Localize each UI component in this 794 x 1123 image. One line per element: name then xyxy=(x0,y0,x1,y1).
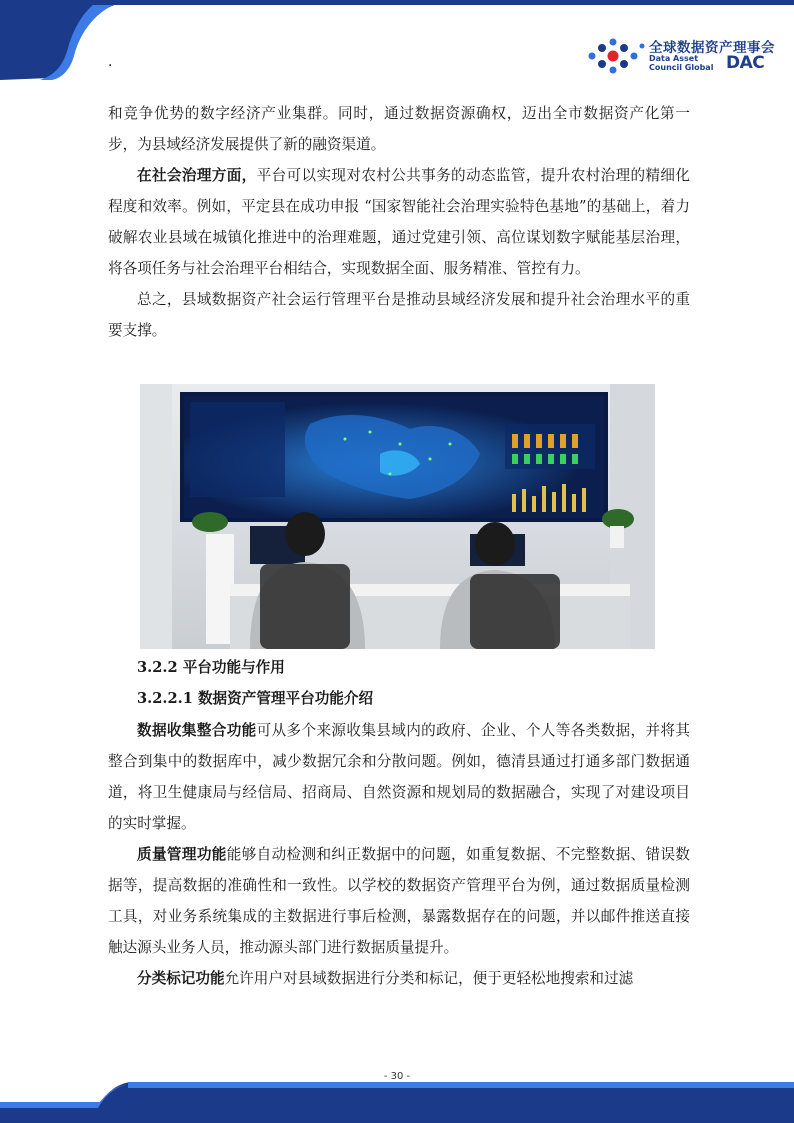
paragraph-6-lead: 分类标记功能 xyxy=(137,970,225,987)
logo-english-line2: Council Global xyxy=(649,63,714,72)
upper-text-block xyxy=(108,98,690,346)
paragraph-2-text: 平台可以实现对农村公共事务的动态监管，提升农村治理的精细化程度和效率。例如，平定县在成功申报 “国家智能社会治理实验特色基地”的基础上，着力破解农业县域在城镇化推进中的治理难题，通过党建引领、高位谋划数字赋能基层治理，将各项任务与社会治理平台相结合，实现数据全面、服务精准、管控有力。 xyxy=(108,167,690,277)
control-room-photo xyxy=(140,384,655,649)
dac-logo-icon xyxy=(586,36,646,76)
section-heading-3-2-2: 3.2.2 平台功能与作用 xyxy=(137,659,285,676)
page-number: - 30 - xyxy=(383,1071,411,1082)
paragraph-3: 总之，县域数据资产社会运行管理平台是推动县域经济发展和提升社会治理水平的重要支撑。 xyxy=(108,291,690,339)
paragraph-4-text: 可从多个来源收集县域内的政府、企业、个人等各类数据，并将其整合到集中的数据库中，减少数据冗余和分散问题。例如，德清县通过打通多部门数据通道，将卫生健康局与经信局、招商局、自然资源和规划局的数据融合，实现了对建设项目的实时掌握。 xyxy=(108,722,690,832)
logo-abbreviation: DAC xyxy=(726,53,765,73)
paragraph-5 xyxy=(108,839,690,963)
paragraph-2-lead: 在社会治理方面， xyxy=(137,167,257,184)
paragraph-4 xyxy=(108,715,690,839)
paragraph-5-lead: 质量管理功能 xyxy=(137,846,227,863)
paragraph-5-text: 能够自动检测和纠正数据中的问题，如重复数据、不完整数据、错误数据等，提高数据的准确性和一致性。以学校的数据资产管理平台为例，通过数据质量检测工具，对业务系统集成的主数据进行事后检测，暴露数据存在的问题，并以邮件推送直接触达源头业务人员，推动源头部门进行数据质量提升。 xyxy=(108,846,690,956)
paragraph-1: 和竞争优势的数字经济产业集群。同时，通过数据资源确权，迈出全市数据资产化第一步，为县域经济发展提供了新的融资渠道。 xyxy=(108,105,690,153)
paragraph-2 xyxy=(108,160,690,284)
paragraph-6-text: 允许用户对县域数据进行分类和标记，便于更轻松地搜索和过滤 xyxy=(224,970,634,987)
section-heading-3-2-2-1: 3.2.2.1 数据资产管理平台功能介绍 xyxy=(137,690,374,707)
logo-chinese-name: 全球数据资产理事会 xyxy=(649,40,775,56)
paragraph-4-lead: 数据收集整合功能 xyxy=(137,722,257,739)
lower-text-block xyxy=(108,715,690,994)
dac-logo xyxy=(586,36,786,76)
logo-english-line1: Data Asset xyxy=(649,54,699,63)
paragraph-6 xyxy=(108,963,690,994)
header-dot: · xyxy=(108,58,113,74)
footer-wave-decoration xyxy=(0,1080,794,1123)
